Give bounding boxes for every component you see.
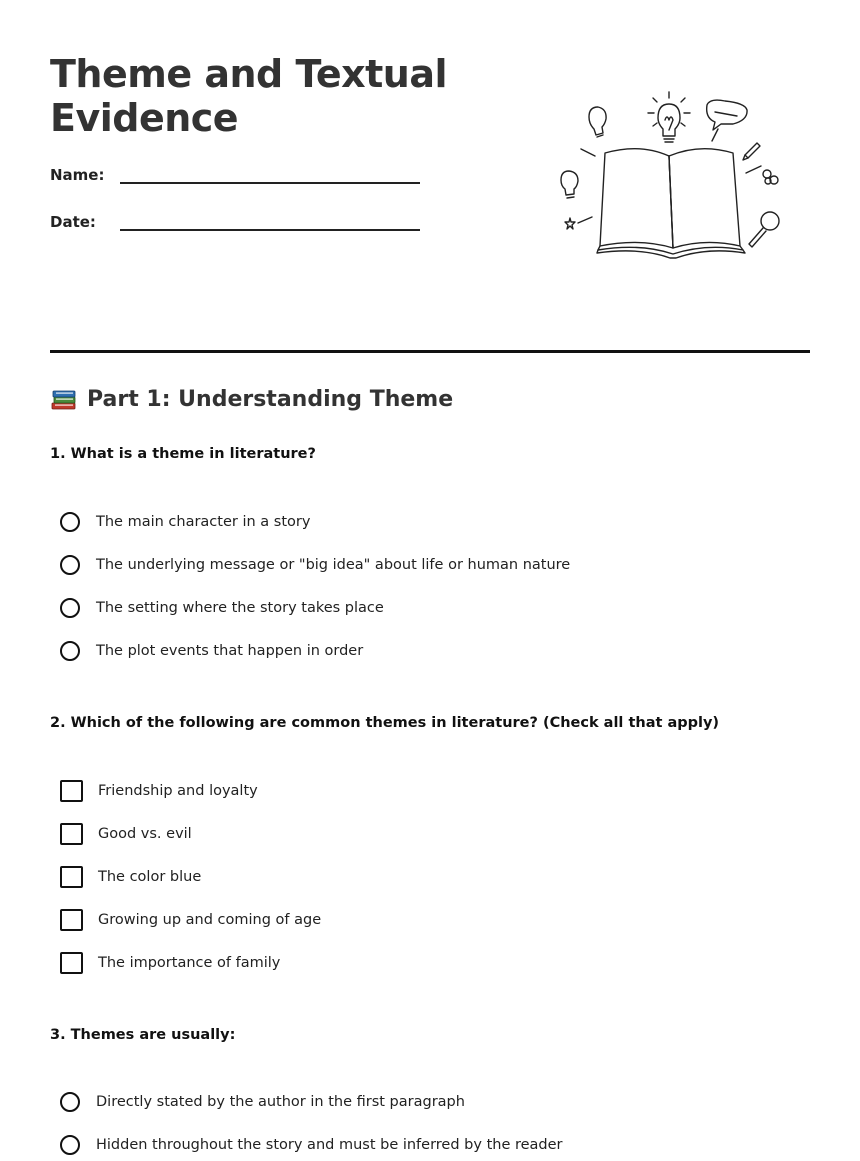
date-input-line[interactable]	[120, 229, 420, 231]
question-3-text: 3. Themes are usually:	[50, 1027, 236, 1043]
option-label: Directly stated by the author in the first paragraph	[96, 1094, 465, 1110]
checkbox[interactable]	[60, 780, 83, 802]
option-label: Good vs. evil	[98, 826, 192, 842]
option-label: Growing up and coming of age	[98, 912, 322, 928]
question-3-option-2[interactable]	[60, 1135, 563, 1155]
radio-button[interactable]	[60, 1135, 80, 1155]
question-2-option-3[interactable]	[60, 866, 201, 888]
option-label: Friendship and loyalty	[98, 783, 258, 799]
option-label: The main character in a story	[96, 514, 311, 530]
worksheet-title: Theme and Textual Evidence	[50, 52, 448, 140]
question-2-option-5[interactable]	[60, 952, 280, 974]
checkbox[interactable]	[60, 909, 83, 931]
part1-heading	[50, 386, 453, 412]
radio-button[interactable]	[60, 598, 80, 618]
part1-title: Part 1: Understanding Theme	[87, 386, 454, 412]
question-1-option-2[interactable]	[60, 555, 570, 575]
header-divider	[50, 350, 810, 353]
option-label: The underlying message or "big idea" about life or human nature	[96, 557, 571, 573]
date-field[interactable]	[50, 213, 420, 231]
books-icon	[50, 386, 78, 412]
question-2-option-4[interactable]	[60, 909, 321, 931]
question-2-option-1[interactable]	[60, 780, 258, 802]
option-label: Hidden throughout the story and must be inferred by the reader	[96, 1137, 563, 1153]
option-label: The setting where the story takes place	[96, 600, 384, 616]
option-label: The color blue	[98, 869, 202, 885]
date-label: Date:	[50, 213, 96, 231]
option-label: The plot events that happen in order	[96, 643, 364, 659]
checkbox[interactable]	[60, 952, 83, 974]
question-1-option-3[interactable]	[60, 598, 384, 618]
checkbox[interactable]	[60, 866, 83, 888]
question-1-option-1[interactable]	[60, 512, 310, 532]
name-label: Name:	[50, 166, 105, 184]
question-1-text: 1. What is a theme in literature?	[50, 446, 316, 462]
question-2-text: 2. Which of the following are common themes in literature? (Check all that apply)	[50, 715, 720, 731]
radio-button[interactable]	[60, 641, 80, 661]
option-label: The importance of family	[98, 955, 281, 971]
question-2-option-2[interactable]	[60, 823, 192, 845]
question-1-option-4[interactable]	[60, 641, 363, 661]
name-field[interactable]	[50, 166, 420, 184]
checkbox[interactable]	[60, 823, 83, 845]
open-book-illustration-icon	[555, 88, 785, 263]
radio-button[interactable]	[60, 1092, 80, 1112]
radio-button[interactable]	[60, 555, 80, 575]
radio-button[interactable]	[60, 512, 80, 532]
name-input-line[interactable]	[120, 182, 420, 184]
question-3-option-1[interactable]	[60, 1092, 465, 1112]
